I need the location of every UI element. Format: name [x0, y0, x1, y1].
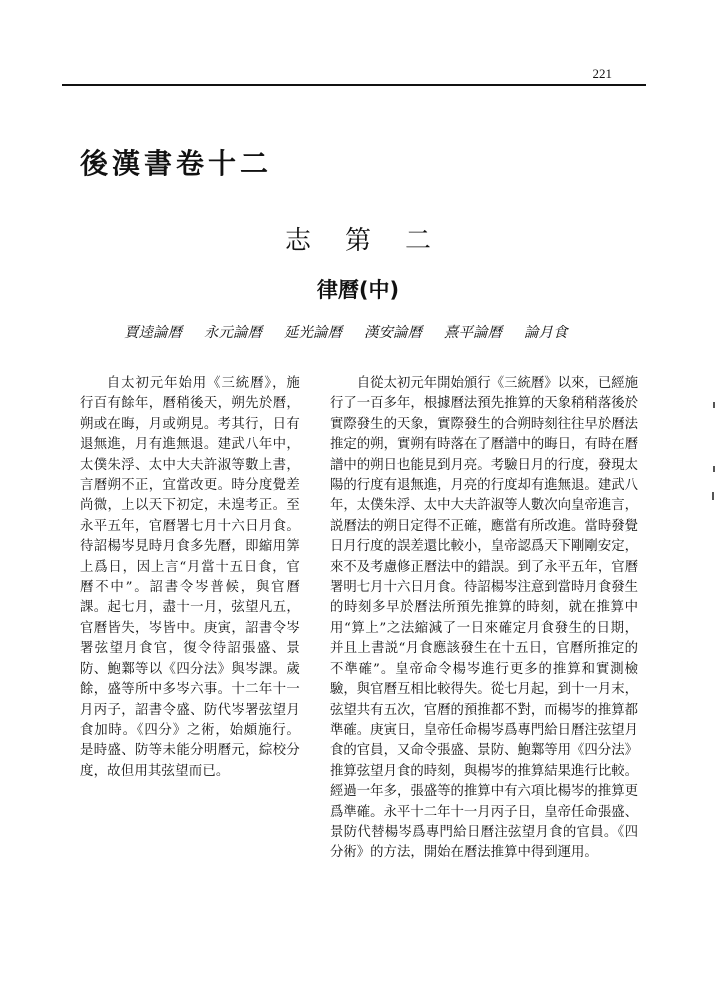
scan-mark	[713, 402, 715, 408]
page-number: 221	[592, 66, 612, 81]
original-text-column: 自太初元年始用《三統曆》，施行百有餘年，曆稍後天，朔先於曆，朔或在晦，月或朔見。考其行，日有退無進，月有進無退。建武八年中，太僕朱浮、太中大夫許淑等數上書，言曆朔不正，宜當改更。時分度覺差尚微，上以天下初定，未遑考正。至永平五年，官曆署七月十六日月食。待詔楊岑見時月食多先曆，即縮用筭上爲日，因上言“月當十五日食，官曆不中”。詔書令岑普候，與官曆課。起七月，盡十一月，弦望凡五，官曆皆失，岑皆中。庚寅，詔書令岑署弦望月食官，復令待詔張盛、景防、鮑鄴等以《四分法》與岑課。歲餘，盛等所中多岑六事。十二年十一月丙子，詔書令盛、防代岑署弦望月食加時。《四分》之術，始頗施行。是時盛、防等未能分明曆元，綜校分度，故但用其弦望而已。	[80, 376, 300, 779]
translation-text-column: 自從太初元年開始頒行《三統曆》以來，已經施行了一百多年，根據曆法預先推算的天象稍稍落後於實際發生的天象，實際發生的合朔時刻往往早於曆法推定的朔，實朔有時落在了曆譜中的晦日，有時在曆譜中的朔日也能見到月亮。考驗日月的行度，發現太陽的行度有退無進，月亮的行度却有進無退。建武八年，太僕朱浮、太中大夫許淑等人數次向皇帝進言，説曆法的朔日定得不正確，應當有所改進。當時發覺日月行度的誤差還比較小，皇帝認爲天下剛剛安定，來不及考慮修正曆法中的錯誤。到了永平五年，官曆署明七月十六日月食。待詔楊岑注意到當時月食發生的時刻多早於曆法所預先推算的時刻，就在推算中用“算上”之法縮減了一日來確定月食發生的日期，并且上書説“月食應該發生在十五日，官曆所推定的不準確”。皇帝命令楊岑進行更多的推算和實測檢驗，與官曆互相比較得失。從七月起，到十一月末，弦望共有五次，官曆的預推都不對，而楊岑的推算都準確。庚寅日，皇帝任命楊岑爲專門給日曆注弦望月食的官員，又命令張盛、景防、鮑鄴等用《四分法》推算弦望月食的時刻，與楊岑的推算結果進行比較。經過一年多，張盛等的推算中有六項比楊岑的推算更爲準確。永平十二年十一月丙子日，皇帝任命張盛、景防代替楊岑爲專門給日曆注弦望月食的官員。《四分術》的方法，開始在曆法推算中得到運用。	[330, 376, 638, 861]
scan-mark	[712, 492, 714, 500]
contents-item: 延光論曆	[284, 325, 342, 341]
subsection-title: 律曆(中)	[316, 278, 400, 302]
contents-list	[124, 321, 568, 342]
contents-item: 賈逵論曆	[124, 325, 182, 341]
contents-item: 漢安論曆	[364, 325, 422, 341]
contents-item: 論月食	[524, 325, 568, 341]
contents-item: 永元論曆	[204, 325, 262, 341]
section-title: 志第二	[284, 226, 465, 256]
book-title: 後漢書卷十二	[80, 147, 273, 180]
contents-item: 熹平論曆	[444, 325, 502, 341]
scan-mark	[713, 466, 715, 472]
top-rule	[62, 84, 646, 86]
